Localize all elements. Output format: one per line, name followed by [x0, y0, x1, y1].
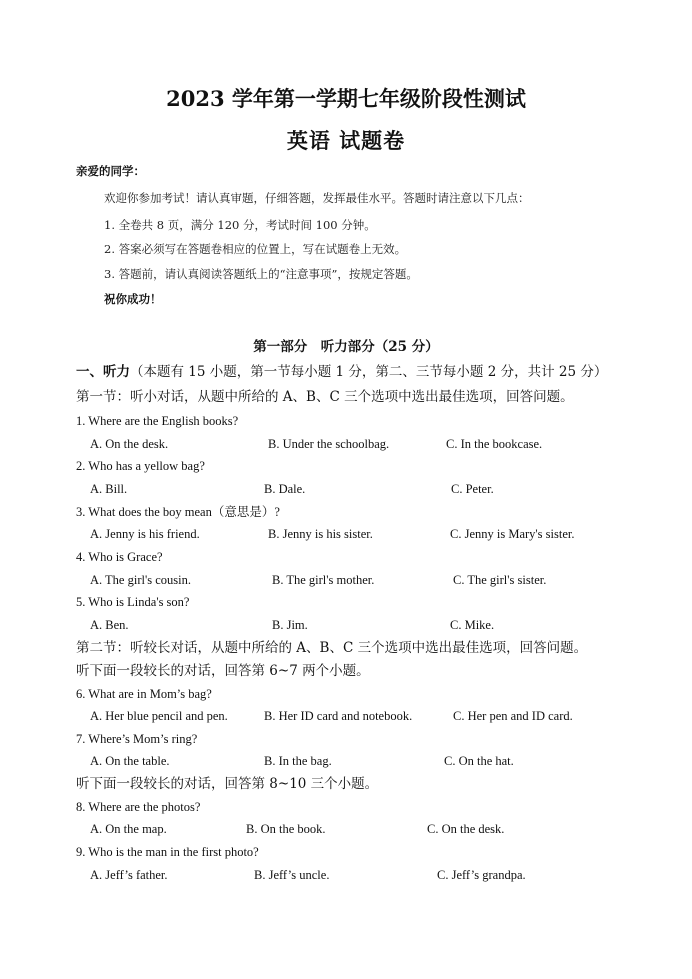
section-description: （本题有 15 小题，第一节每小题 1 分，第二、三节每小题 2 分，共计 25 分）	[130, 364, 608, 380]
question-2-option-c: C. Peter.	[451, 482, 494, 496]
dialogue-note-6-7: 听下面一段较长的对话，回答第 6~7 两个小题。	[76, 663, 370, 679]
question-6-option-c: C. Her pen and ID card.	[453, 709, 573, 723]
intro-line-2: 1. 全卷共 8 页，满分 120 分，考试时间 100 分钟。	[104, 218, 376, 232]
question-5-option-c: C. Mike.	[450, 618, 495, 632]
question-9-option-b: B. Jeff’s uncle.	[254, 868, 330, 882]
subsection-1-instruction: 第一节：听小对话，从题中所给的 A、B、C 三个选项中选出最佳选项，回答问题。	[76, 389, 574, 405]
part-heading: 第一部分 听力部分（25 分）	[253, 339, 439, 355]
question-8: 8. Where are the photos?	[76, 800, 201, 814]
question-1-option-b: B. Under the schoolbag.	[268, 437, 390, 451]
question-3-option-b: B. Jenny is his sister.	[268, 527, 373, 541]
question-9: 9. Who is the man in the first photo?	[76, 845, 259, 859]
intro-line-4: 3. 答题前，请认真阅读答题纸上的“注意事项”，按规定答题。	[104, 267, 418, 281]
question-7: 7. Where’s Mom’s ring?	[76, 732, 198, 746]
section-header	[76, 366, 607, 380]
intro-line-3: 2. 答案必须写在答题卷相应的位置上，写在试题卷上无效。	[104, 242, 407, 256]
question-6: 6. What are in Mom’s bag?	[76, 687, 212, 701]
intro-greeting: 亲爱的同学：	[76, 164, 145, 178]
question-5-option-a: A. Ben.	[90, 618, 129, 632]
subsection-2-instruction: 第二节：听较长对话，从题中所给的 A、B、C 三个选项中选出最佳选项，回答问题。	[76, 640, 588, 656]
question-9-option-c: C. Jeff’s grandpa.	[437, 868, 526, 882]
question-6-option-b: B. Her ID card and notebook.	[264, 709, 413, 723]
question-5: 5. Who is Linda's son?	[76, 595, 190, 609]
section-label: 一、听力	[76, 364, 130, 380]
question-7-option-a: A. On the table.	[90, 754, 170, 768]
question-4-option-a: A. The girl's cousin.	[90, 573, 191, 587]
question-4: 4. Who is Grace?	[76, 550, 163, 564]
question-2: 2. Who has a yellow bag?	[76, 459, 205, 473]
intro-line-1: 欢迎你参加考试！请认真审题，仔细答题，发挥最佳水平。答题时请注意以下几点：	[104, 191, 530, 205]
question-1: 1. Where are the English books?	[76, 414, 239, 428]
question-5-option-b: B. Jim.	[272, 618, 308, 632]
intro-closing: 祝你成功！	[104, 292, 162, 306]
question-1-option-a: A. On the desk.	[90, 437, 169, 451]
question-7-option-c: C. On the hat.	[444, 754, 514, 768]
question-8-option-a: A. On the map.	[90, 822, 167, 836]
question-2-option-b: B. Dale.	[264, 482, 306, 496]
question-3: 3. What does the boy mean（意思是）?	[76, 505, 280, 519]
question-8-option-c: C. On the desk.	[427, 822, 505, 836]
question-1-option-c: C. In the bookcase.	[446, 437, 543, 451]
question-4-option-b: B. The girl's mother.	[272, 573, 375, 587]
question-6-option-a: A. Her blue pencil and pen.	[90, 709, 228, 723]
question-3-option-a: A. Jenny is his friend.	[90, 527, 200, 541]
question-3-option-c: C. Jenny is Mary's sister.	[450, 527, 575, 541]
question-2-option-a: A. Bill.	[90, 482, 128, 496]
question-4-option-c: C. The girl's sister.	[453, 573, 547, 587]
exam-title: 2023 学年第一学期七年级阶段性测试	[166, 86, 526, 111]
question-9-option-a: A. Jeff’s father.	[90, 868, 168, 882]
exam-subtitle: 英语 试题卷	[286, 128, 406, 153]
question-7-option-b: B. In the bag.	[264, 754, 332, 768]
dialogue-note-8-10: 听下面一段较长的对话，回答第 8~10 三个小题。	[76, 776, 379, 792]
question-8-option-b: B. On the book.	[246, 822, 326, 836]
